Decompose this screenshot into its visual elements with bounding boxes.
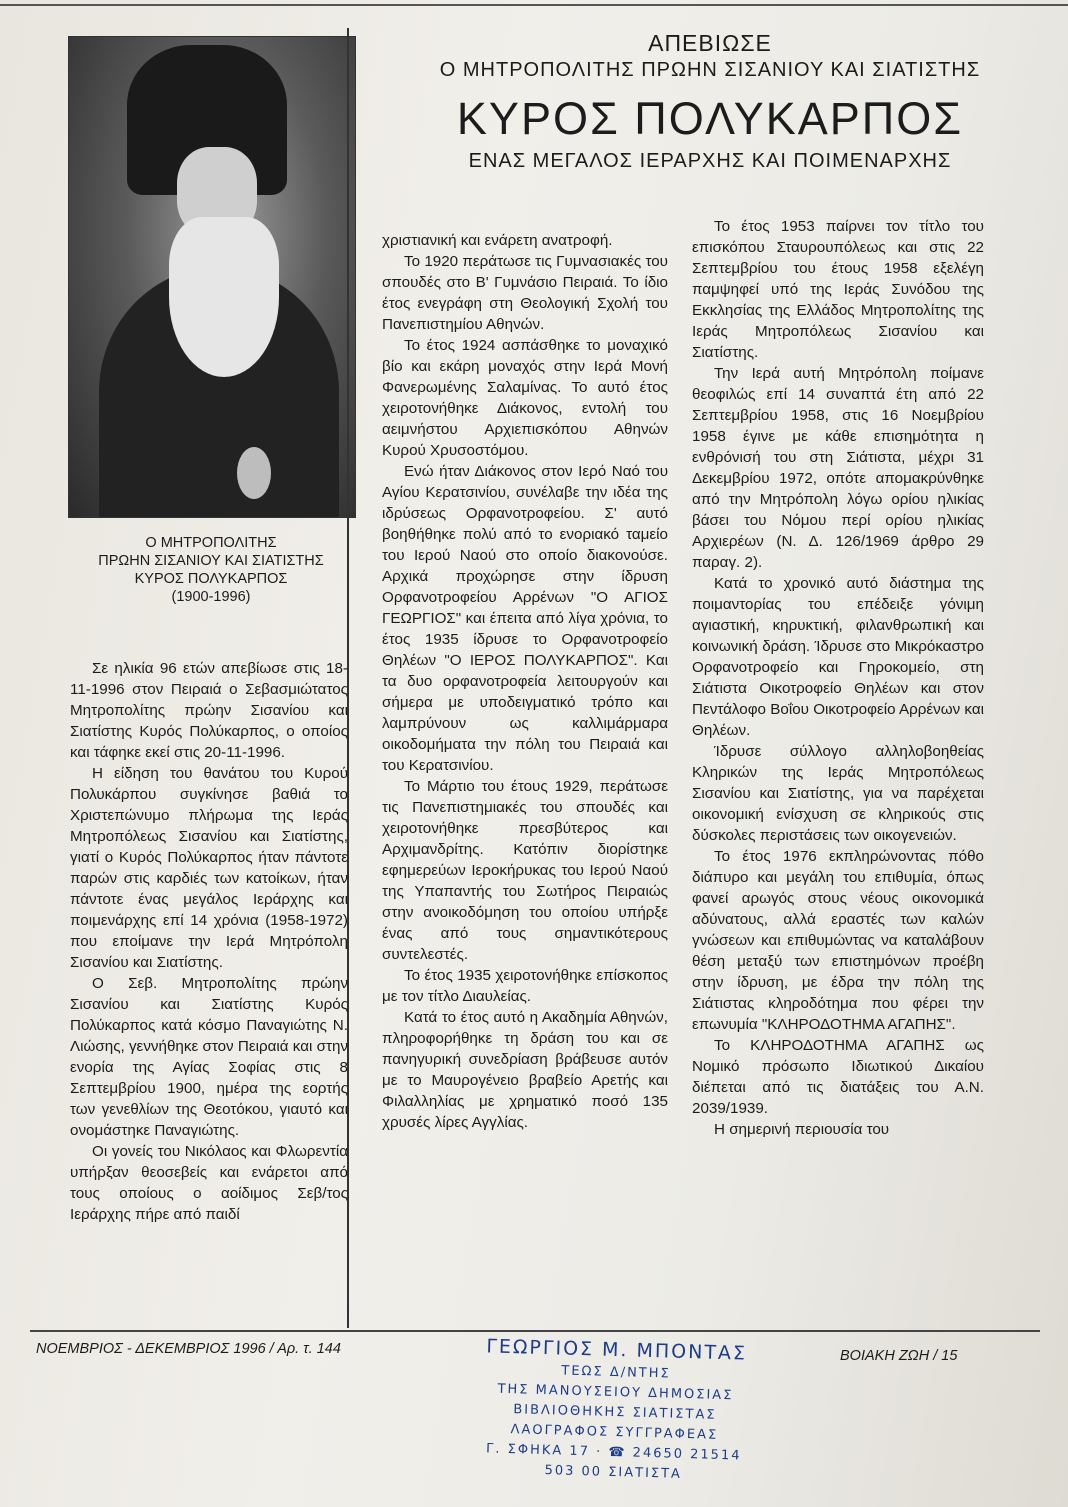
stamp-line: ΤΗΣ ΜΑΝΟΥΣΕΙΟΥ ΔΗΜΟΣΙΑΣ — [497, 1381, 734, 1404]
text-column-2 — [382, 230, 668, 1133]
paragraph: Το έτος 1953 παίρνει τον τίτλο του επισκόπου Σταυρουπόλεως και στις 22 Σεπτεμβρίου του έτους 1958 εξελέγη παμψηφεί υπό της Ιεράς Συνόδου της Εκκλησίας της Ελλάδος Μητροπολίτης της Ιεράς Μητροπόλεως Σισανίου και Σιατίστης. — [692, 218, 984, 361]
photo-beard — [169, 217, 279, 377]
header-kicker: ΑΠΕΒΙΩΣΕ — [648, 30, 772, 56]
paragraph: Το έτος 1935 χειροτονήθηκε επίσκοπος με τον τίτλο Διαυλείας. — [382, 967, 668, 1005]
photo-pectoral-icon — [237, 447, 271, 499]
article-title: ΚΥΡΟΣ ΠΟΛΥΚΑΡΠΟΣ — [456, 93, 964, 144]
caption-line: ΚΥΡΟΣ ΠΟΛΥΚΑΡΠΟΣ — [134, 571, 288, 587]
top-rule — [0, 4, 1068, 6]
header-subkicker: Ο ΜΗΤΡΟΠΟΛΙΤΗΣ ΠΡΩΗΝ ΣΙΣΑΝΙΟΥ ΚΑΙ ΣΙΑΤΙΣΤΗΣ — [439, 59, 981, 81]
paragraph: Το έτος 1976 εκπληρώνοντας πόθο διάπυρο και μεγάλη του επιθυμία, όπως φανεί αρωγός στους νέους οικονομικά αδύνατους, αλλά εραστές των καλών γνώσεων και επιθυμώντας να καταλάβουν θέση μεταξύ των επιστημόνων προέβη στην ίδρυση, με έδρα την πόλη της Σιάτιστας κληροδότημα που φέρει την επωνυμία "ΚΛΗΡΟΔΟΤΗΜΑ ΑΓΑΠΗΣ". — [692, 848, 984, 1033]
text-column-3 — [692, 216, 984, 1140]
paragraph: Ίδρυσε σύλλογο αλληλοβοηθείας Κληρικών της Ιεράς Μητροπόλεως Σισανίου και Σιατίστης, για να παρέχεται οικονομική ενίσχυση σε κληρικούς στις δύσκολες περιστάσεις των οικογενειών. — [692, 743, 984, 844]
stamp-line: 503 00 ΣΙΑΤΙΣΤΑ — [544, 1463, 683, 1482]
paragraph: Η είδηση του θανάτου του Κυρού Πολυκάρπου συγκίνησε βαθιά το Χριστεπώνυμο πλήρωμα της Ιεράς Μητροπόλεως Σισανίου και Σιατίστης, γιατί ο Κυρός Πολύκαρπος ήταν πάντοτε παρών στις καρδιές των κατοίκων, ήταν πάντοτε ένας μεγάλος Ιεράρχης και ποιμενάρχης επί 14 χρόνια (1958-1972) που εποίμανε την Ιερά Μητρόπολη Σισανίου και Σιατίστης. — [70, 765, 348, 971]
caption-years: (1900-1996) — [171, 589, 251, 605]
text-column-1 — [70, 658, 348, 1225]
footer-rule — [30, 1330, 1040, 1332]
paragraph: Σε ηλικία 96 ετών απεβίωσε στις 18-11-1996 στον Πειραιά ο Σεβασμιώτατος Μητροπολίτης πρώην Σισανίου και Σιατίστης Κυρός Πολύκαρπος, ο οποίος και τάφηκε εκεί στις 20-11-1996. — [70, 660, 348, 761]
page-number: ΒΟΙΑΚΗ ΖΩΗ / 15 — [840, 1348, 958, 1364]
paragraph: Ενώ ήταν Διάκονος στον Ιερό Ναό του Αγίου Κερατσινίου, συνέλαβε την ιδέα της ιδρύσεως Ορφανοτροφείου. Σ' αυτό βοηθήθηκε πολύ από το ενοριακό ταμείο του Ιερού Ναού στο οποίο διακονούσε. Αρχικά προχώρησε στην ίδρυση Ορφανοτροφείου Αρρένων "Ο ΑΓΙΟΣ ΓΕΩΡΓΙΟΣ" και έπειτα από λίγα χρόνια, το έτος 1935 ίδρυσε το Ορφανοτροφείο Θηλέων "Ο ΙΕΡΟΣ ΠΟΛΥΚΑΡΠΟΣ". Και τα δυο ορφανοτροφεία λειτουργούν και σήμερα με υποδειγματικό τρόπο και λαμπρύνουν ως καλλιμάρμαρα οικοδομήματα την πόλη του Πειραιά και του Κερατσινίου. — [382, 463, 668, 774]
photo-caption — [68, 534, 354, 606]
stamp-line: ΛΑΟΓΡΑΦΟΣ ΣΥΓΓΡΑΦΕΑΣ — [510, 1422, 719, 1443]
article-header — [370, 30, 1050, 174]
paragraph: Οι γονείς του Νικόλαος και Φλωρεντία υπήρξαν θεοσεβείς και ενάρετοι από τους οποίους ο αοίδιμος Σεβ/τος Ιεράρχης πήρε από παιδί — [70, 1143, 348, 1223]
caption-line: Ο ΜΗΤΡΟΠΟΛΙΤΗΣ — [145, 535, 277, 551]
portrait-photo — [68, 36, 356, 518]
paragraph: Ο Σεβ. Μητροπολίτης πρώην Σισανίου και Σιατίστης Κυρός Πολύκαρπος κατά κόσμο Παναγιώτης Ν. Λιώσης, γεννήθηκε στον Πειραιά και στην ενορία της Αγίας Σοφίας στις 8 Σεπτεμβρίου 1900, ημέρα της εορτής των γενεθλίων της Θεοτόκου, γιαυτό και ονομάστηκε Παναγιώτης. — [70, 975, 348, 1139]
article-subtitle: ΕΝΑΣ ΜΕΓΑΛΟΣ ΙΕΡΑΡΧΗΣ ΚΑΙ ΠΟΙΜΕΝΑΡΧΗΣ — [468, 150, 952, 172]
caption-line: ΠΡΩΗΝ ΣΙΣΑΝΙΟΥ ΚΑΙ ΣΙΑΤΙΣΤΗΣ — [98, 553, 324, 569]
stamp-line: Γ. ΣΦΗΚΑ 17 · ☎ 24650 21514 — [485, 1441, 742, 1464]
paragraph: χριστιανική και ενάρετη ανατροφή. — [382, 232, 613, 249]
paragraph: Το έτος 1924 ασπάσθηκε το μοναχικό βίο και εκάρη μοναχός στην Ιερά Μονή Φανερωμένης Σαλαμίνας. Το αυτό έτος χειροτονήθηκε Διάκονος, εντολή του αειμνήστου Αρχιεπισκόπου Αθηνών Κυρού Χρυσοστόμου. — [382, 337, 668, 459]
paragraph: Κατά το έτος αυτό η Ακαδημία Αθηνών, πληροφορήθηκε τη δράση του και σε πανηγυρική συνεδρίαση βράβευσε αυτόν με το Μαυρογένειο βραβείο Αρετής και Φιλαλληλίας με χρηματικό ποσό 135 χρυσές λίρες Αγγλίας. — [382, 1009, 668, 1131]
ink-stamp — [468, 1333, 762, 1487]
paragraph: Το Μάρτιο του έτους 1929, περάτωσε τις Πανεπιστημιακές του σπουδές και χειροτονήθηκε πρεσβύτερος και Αρχιμανδρίτης. Κατόπιν διορίστηκε εφημερεύων Ιεροκήρυκας του Ιερού Ναού της Υπαπαντής του Σωτήρος Πειραιώς στην ανοικοδόμηση του οποίου υπήρξε ένας από τους σημαντικότερους συντελεστές. — [382, 778, 668, 963]
stamp-line: ΤΕΩΣ Δ/ΝΤΗΣ — [561, 1363, 671, 1382]
stamp-name: ΓΕΩΡΓΙΟΣ Μ. ΜΠΟΝΤΑΣ — [486, 1335, 748, 1365]
paragraph: Η σημερινή περιουσία του — [714, 1121, 890, 1138]
paragraph: Το 1920 περάτωσε τις Γυμνασιακές του σπουδές στο Β' Γυμνάσιο Πειραιά. Το ίδιο έτος ενεγράφη στη Θεολογική Σχολή του Πανεπιστημίου Αθηνών. — [382, 253, 668, 333]
issue-info: ΝΟΕΜΒΡΙΟΣ - ΔΕΚΕΜΒΡΙΟΣ 1996 / Αρ. τ. 144 — [36, 1341, 341, 1357]
paragraph: Την Ιερά αυτή Μητρόπολη ποίμανε θεοφιλώς επί 14 συναπτά έτη από 22 Σεπτεμβρίου 1958, στις 16 Νοεμβρίου 1958 έγινε με κάθε επισημότητα η ενθρόνισή του στη Σιάτιστα, μέχρι 31 Δεκεμβρίου 1972, οπότε απομακρύνθηκε από την Μητρόπολη λόγω ορίου ηλικίας βάσει του Νόμου περί ορίου ηλικίας Αρχιερέων (Ν. Δ. 126/1969 άρθρο 29 παραγ. 2). — [692, 365, 984, 571]
stamp-line: ΒΙΒΛΙΟΘΗΚΗΣ ΣΙΑΤΙΣΤΑΣ — [513, 1402, 717, 1423]
paragraph: Κατά το χρονικό αυτό διάστημα της ποιμαντορίας του επέδειξε γόνιμη αγιαστική, κηρυκτική, φιλανθρωπική και κοινωνική δράση. Ίδρυσε στο Μικρόκαστρο Ορφανοτροφείο και Γηροκομείο, στη Σιάτιστα Οικοτροφείο Θηλέων και στον Πεντάλοφο Βοΐου Οικοτροφείο Αρρένων και Θηλέων. — [692, 575, 984, 739]
paragraph: Το ΚΛΗΡΟΔΟΤΗΜΑ ΑΓΑΠΗΣ ως Νομικό πρόσωπο Ιδιωτικού Δικαίου διέπεται από τις διατάξεις του Α.Ν. 2039/1939. — [692, 1037, 984, 1117]
